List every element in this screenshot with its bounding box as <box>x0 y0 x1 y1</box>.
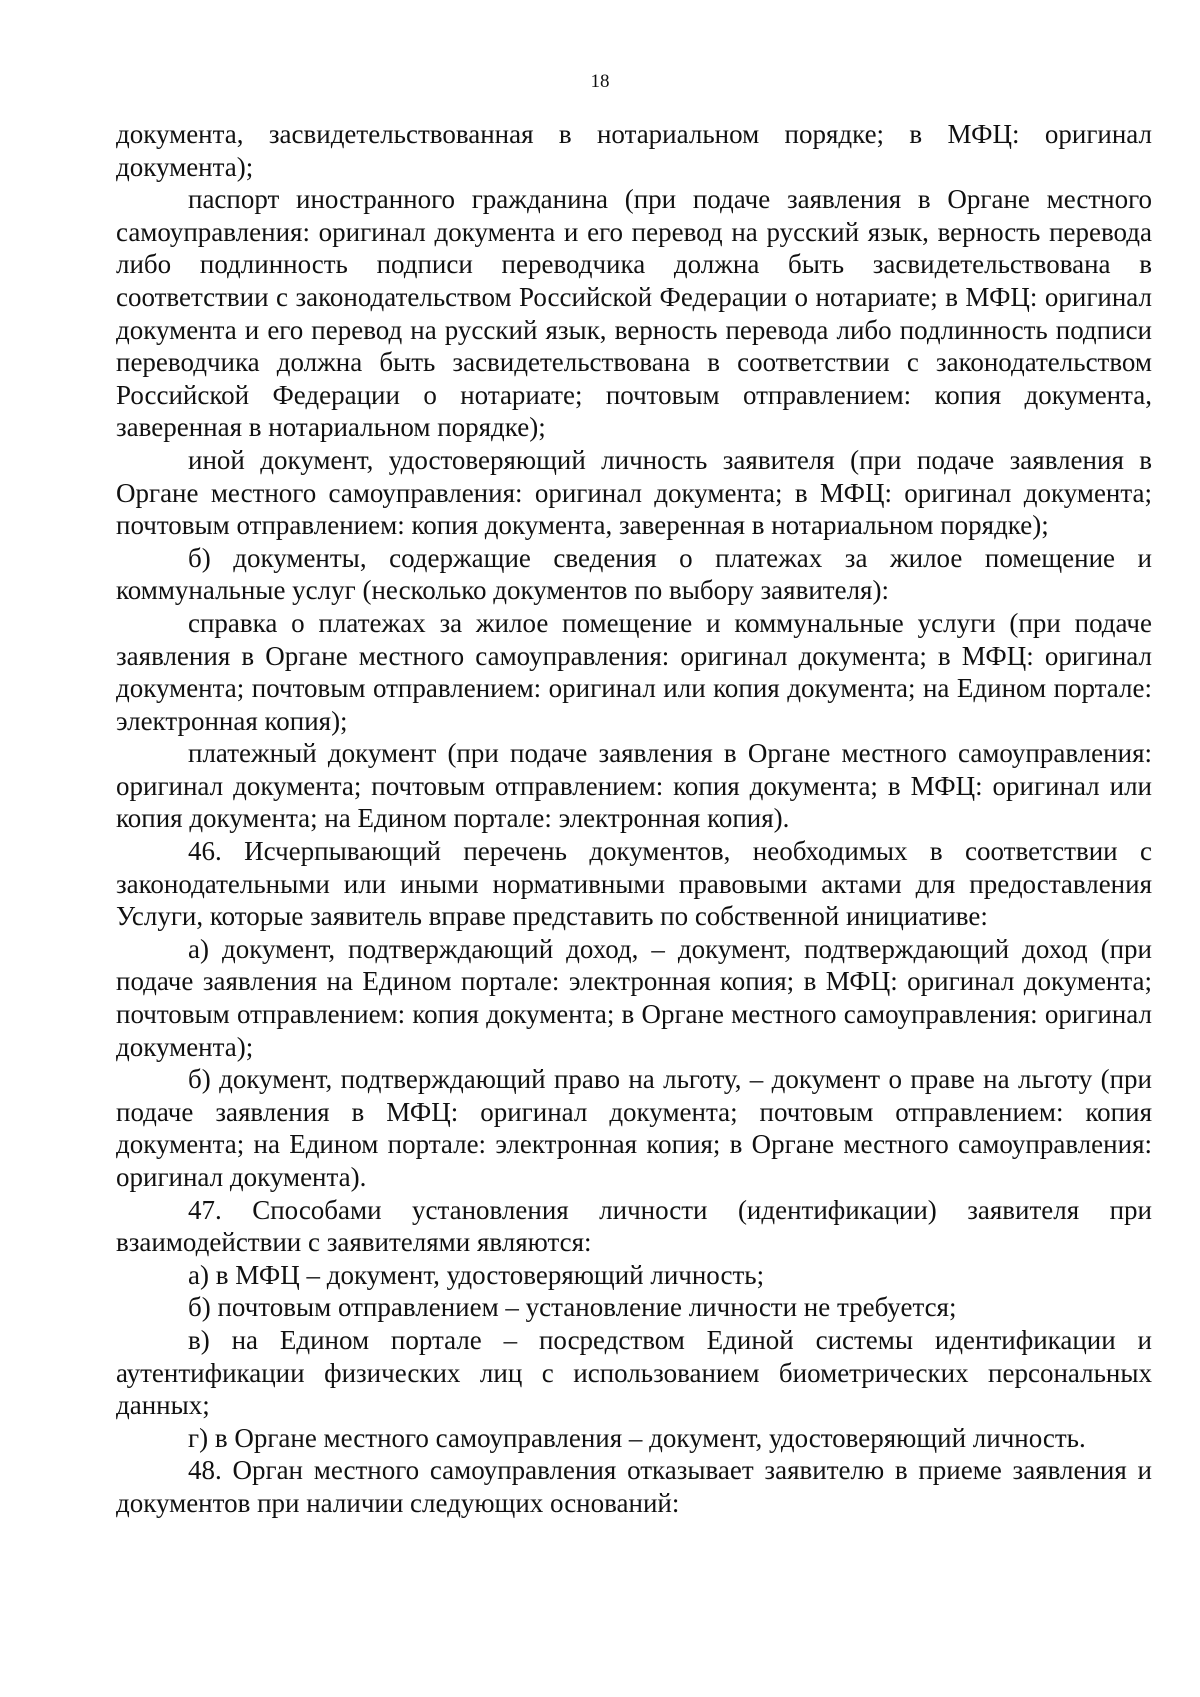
paragraph-47g: г) в Органе местного самоуправления – документ, удостоверяющий личность. <box>188 1422 1086 1453</box>
paragraph-46a: а) документ, подтверждающий доход, – документ, подтверждающий доход (при подаче заявления на Едином портале: электронная копия; в МФЦ: оригинал документа; почтовым отправлением: копия документа; в Органе местного самоуправления: оригинал документа); <box>116 933 1152 1062</box>
paragraph-payment-certificate: справка о платежах за жилое помещение и коммунальные услуги (при подаче заявления в Органе местного самоуправления: оригинал документа; в МФЦ: оригинал документа; почтовым отправлением: оригинал или копия документа; на Едином портале: электронная копия); <box>116 607 1152 736</box>
paragraph-46: 46. Исчерпывающий перечень документов, необходимых в соответствии с законодательными или иными нормативными правовыми актами для предоставления Услуги, которые заявитель вправе представить по собственной инициативе: <box>116 836 1152 932</box>
paragraph-46b: б) документ, подтверждающий право на льготу, – документ о праве на льготу (при подаче заявления в МФЦ: оригинал документа; почтовым отправлением: копия документа; на Едином портале: электронная копия; в Органе местного самоуправления: оригинал документа). <box>116 1064 1152 1192</box>
paragraph-47: 47. Способами установления личности (идентификации) заявителя при взаимодействии с заявителями являются: <box>116 1194 1152 1258</box>
paragraph-payment-document: платежный документ (при подаче заявления в Органе местного самоуправления: оригинал документа; почтовым отправлением: копия документа; в МФЦ: оригинал или копия документа; на Едином портале: электронная копия). <box>116 738 1152 834</box>
paragraph-other-id-document: иной документ, удостоверяющий личность заявителя (при подаче заявления в Органе местного самоуправления: оригинал документа; в МФЦ: оригинал документа; почтовым отправлением: копия документа, заверенная в нотариальном порядке); <box>116 444 1152 541</box>
document-body <box>116 118 1152 1520</box>
page-number: 18 <box>590 71 610 92</box>
paragraph-payment-documents: б) документы, содержащие сведения о платежах за жилое помещение и коммунальные услуг (несколько документов по выбору заявителя): <box>116 542 1152 606</box>
paragraph-continuation: документа, засвидетельствованная в нотариальном порядке; в МФЦ: оригинал документа); <box>116 119 1152 182</box>
paragraph-47a: а) в МФЦ – документ, удостоверяющий личность; <box>188 1259 765 1290</box>
paragraph-47b: б) почтовым отправлением – установление личности не требуется; <box>188 1292 957 1323</box>
paragraph-47v: в) на Едином портале – посредством Единой системы идентификации и аутентификации физических лиц с использованием биометрических персональных данных; <box>116 1324 1152 1421</box>
paragraph-foreign-passport: паспорт иностранного гражданина (при подаче заявления в Органе местного самоуправления: оригинал документа и его перевод на русский язык, верность перевода либо подлинность подписи переводчика должна быть засвидетельствована в соответствии с законодательством Российской Федерации о нотариате; в МФЦ: оригинал документа и его перевод на русский язык, верность перевода либо подлинность подписи переводчика должна быть засвидетельствована в соответствии с законодательством Российской Федерации о нотариате; почтовым отправлением: копия документа, заверенная в нотариальном порядке); <box>116 184 1152 443</box>
paragraph-48: 48. Орган местного самоуправления отказывает заявителю в приеме заявления и документов при наличии следующих оснований: <box>116 1455 1152 1518</box>
